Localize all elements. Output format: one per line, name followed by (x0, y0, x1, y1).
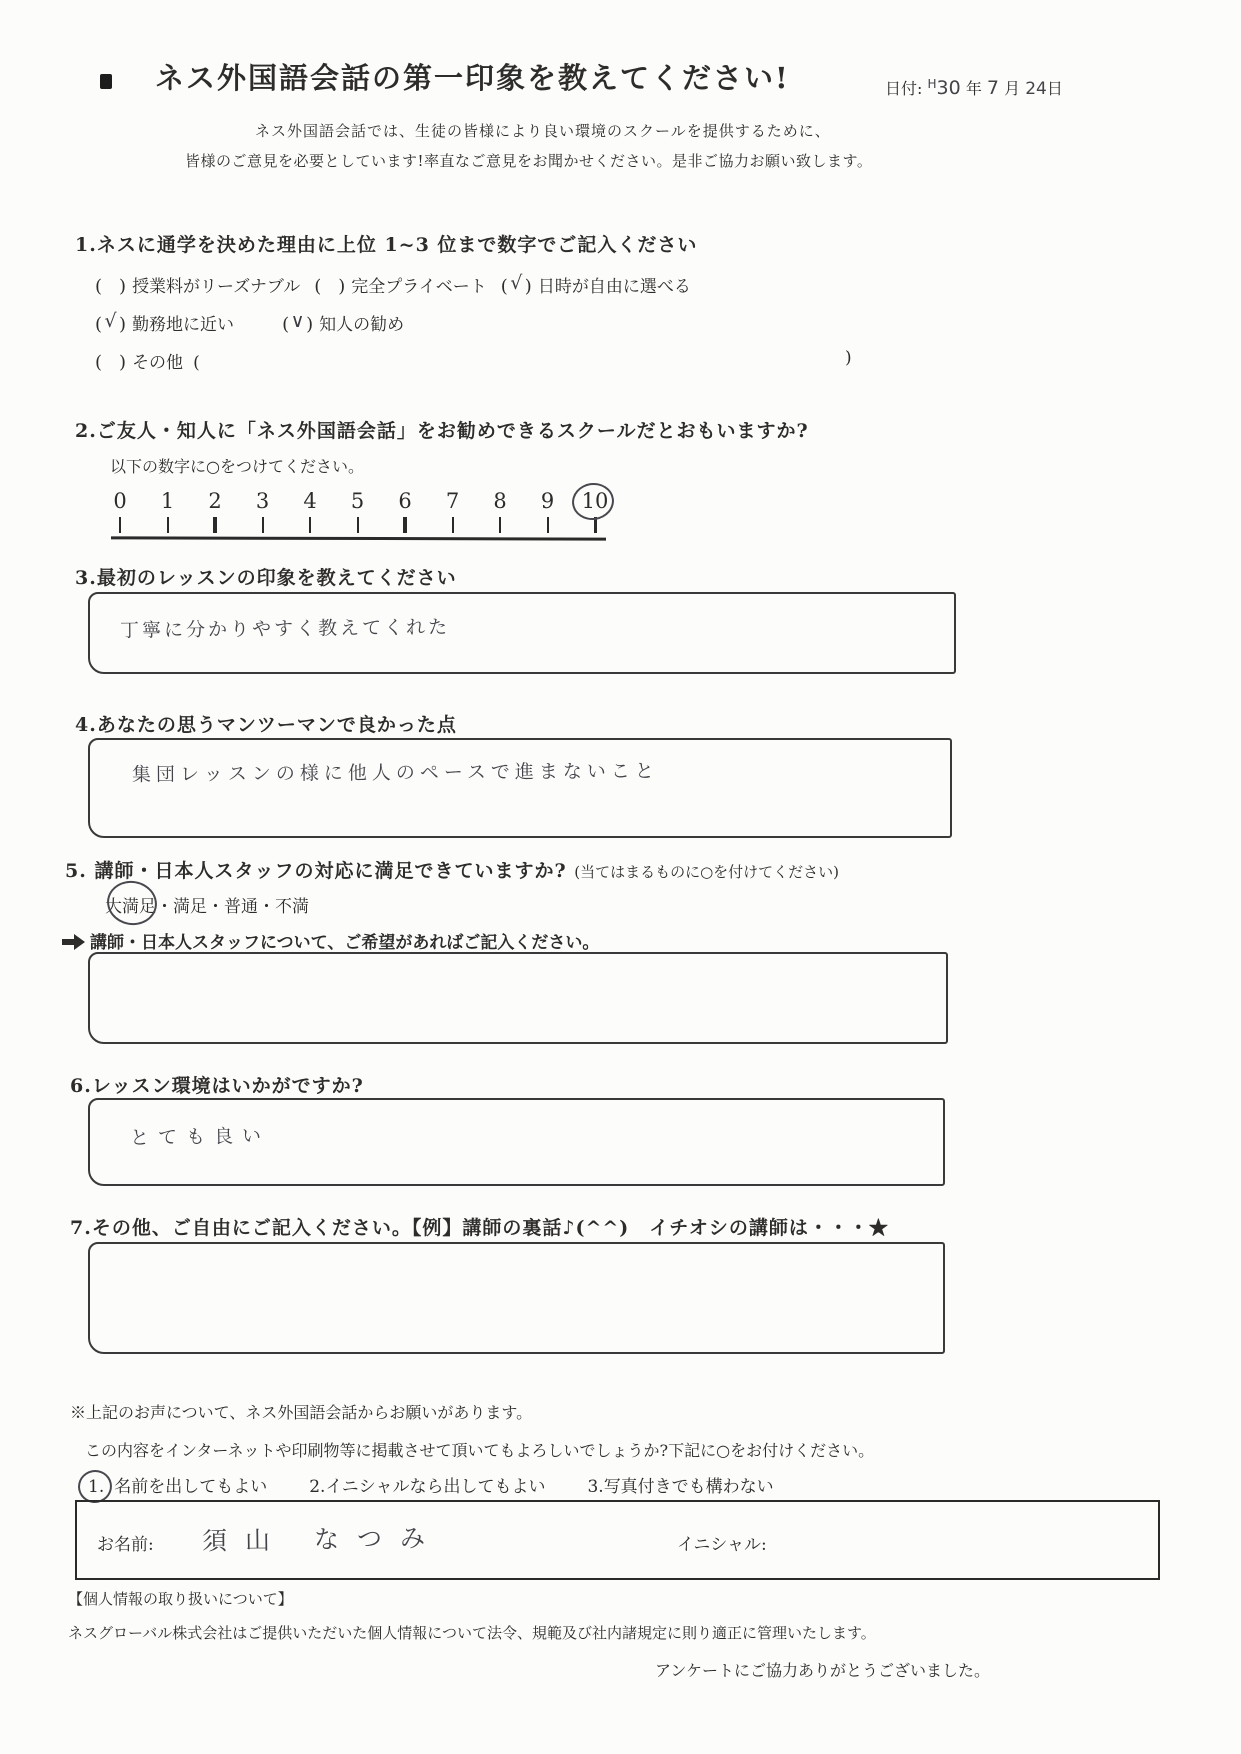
intro-text-line1: ネス外国語会話では、生徒の皆様により良い環境のスクールを提供するために、 (255, 122, 831, 140)
scale-number-3: 3 (255, 489, 270, 513)
right-arrow-icon (62, 934, 86, 950)
q7-title: 7.その他、ご自由にご記入ください。【例】講師の裏話♪(^^) イチオシの講師は・・・★ (70, 1217, 889, 1239)
consent-note2: この内容をインターネットや印刷物等に掲載させて頂いてもよろしいでしょうか?下記に○をお付けください。 (85, 1441, 875, 1460)
handwritten-check-mark: √ (510, 272, 523, 294)
checkbox-parens: ( ) (314, 276, 346, 297)
checkbox-parens: ( √ ) (500, 272, 532, 297)
q1-other-label: その他 (132, 353, 184, 373)
q1-option-schedule (501, 272, 691, 297)
privacy-heading: 【個人情報の取り扱いについて】 (68, 1590, 293, 1608)
date-line (885, 76, 1063, 99)
scale-number-8: 8 (493, 489, 507, 513)
scale-numbers-row (105, 489, 610, 513)
scale-tick (452, 517, 454, 533)
q4-answer-box (88, 738, 952, 838)
thanks-text: アンケートにご協力ありがとうございました。 (655, 1661, 991, 1680)
q4-handwritten-answer: 集団レッスンの様に他人のペースで進まないこと (131, 760, 659, 786)
q6-answer-box (88, 1098, 945, 1186)
checkbox-parens: ( ∨ ) (282, 310, 314, 335)
name-box (75, 1500, 1160, 1580)
q1-other-open-paren: ( (193, 353, 200, 373)
checkbox-parens: ( ) (95, 352, 127, 373)
q1-options-row2 (95, 310, 418, 335)
q5-followup-text: 講師・日本人スタッフについて、ご希望があればご記入ください。 (90, 933, 600, 953)
q5-title-note: (当てはまるものに○を付けてください) (574, 863, 840, 881)
scale-tick (403, 517, 407, 533)
q5-followup-line (62, 928, 599, 953)
consent-option-3: 3.写真付きでも構わない (587, 1477, 774, 1497)
handwritten-check-mark: √ (104, 310, 117, 332)
scale-tick (547, 517, 549, 533)
scale-number-6: 6 (398, 489, 412, 513)
privacy-text: ネスグローバル株式会社はご提供いただいた個人情報について法令、規範及び社内諸規定に則り適正に管理いたします。 (68, 1624, 876, 1642)
q5-satisfaction-options (105, 892, 309, 917)
q3-handwritten-answer: 丁寧に分かりやすく教えてくれた (119, 616, 451, 642)
checkbox-parens: ( √ ) (95, 310, 127, 335)
q6-handwritten-answer: とても良い (129, 1124, 271, 1150)
scale-number-4: 4 (303, 489, 317, 513)
scale-tick (262, 517, 264, 533)
scale-baseline (111, 536, 606, 540)
consent-option-1-label: 名前を出してもよい (114, 1477, 268, 1497)
date-month-unit: 月 (1004, 79, 1021, 98)
q5-title: 5. 講師・日本人スタッフの対応に満足できていますか? (当てはまるものに○を付けてください) (65, 860, 840, 882)
q1-option-reasonable (95, 272, 300, 297)
q1-options-row1 (95, 272, 705, 297)
q1-option-label: 授業料がリーズナブル (132, 277, 301, 297)
q5-circled-option: 大満足 (105, 892, 156, 917)
scale-tick (119, 517, 121, 533)
q1-option-label: 勤務地に近い (132, 315, 235, 335)
page-title: ネス外国語会話の第一印象を教えてください! (155, 61, 790, 95)
q3-title: 3.最初のレッスンの印象を教えてください (75, 567, 457, 589)
consent-option-2: 2.イニシャルなら出してもよい (309, 1477, 546, 1497)
date-label: 日付: (885, 79, 923, 98)
q1-option-label: 知人の勧め (319, 315, 405, 335)
scan-artifact (100, 74, 112, 89)
q1-option-near-work (95, 310, 234, 335)
q5-answer-box (88, 952, 948, 1044)
date-day-handwritten: 24 (1025, 79, 1047, 99)
rating-scale (105, 489, 610, 545)
scale-number-2: 2 (208, 489, 222, 513)
scale-number-7: 7 (445, 489, 460, 513)
q3-answer-box (88, 592, 956, 674)
date-month-handwritten: 7 (986, 77, 1000, 99)
consent-option-1-num: 1. (88, 1477, 104, 1497)
name-label: お名前: (97, 1535, 154, 1555)
scale-number-9: 9 (540, 489, 555, 513)
q4-title: 4.あなたの思うマンツーマンで良かった点 (75, 714, 457, 736)
q1-other-close-paren: ) (845, 348, 852, 368)
checkbox-parens: ( ) (95, 276, 127, 297)
scale-tick (213, 517, 217, 533)
q6-title: 6.レッスン環境はいかがですか? (70, 1075, 364, 1097)
q1-option-other (95, 348, 200, 373)
scale-number-0: 0 (113, 489, 127, 513)
date-year-unit: 年 (965, 79, 982, 98)
q1-option-label: 完全プライベート (351, 277, 487, 297)
consent-options-row (88, 1472, 774, 1497)
scale-number-10: 10 (580, 489, 610, 513)
scale-tick (499, 517, 501, 533)
scale-ticks-row (105, 517, 610, 533)
q1-option-label: 日時が自由に選べる (537, 277, 691, 297)
date-day-unit: 日 (1046, 79, 1063, 98)
q1-options-row3 (95, 348, 214, 373)
satisfaction-circle (104, 877, 161, 929)
q7-answer-box (88, 1242, 945, 1354)
q2-instruction: 以下の数字に○をつけてください。 (110, 457, 364, 476)
scale-number-5: 5 (350, 489, 365, 513)
q5-other-options: ・満足・普通・不満 (156, 897, 309, 917)
handwritten-check-mark: ∨ (290, 310, 305, 332)
consent-note1: ※上記のお声について、ネス外国語会話からお願いがあります。 (70, 1403, 533, 1422)
q1-option-referral (282, 310, 404, 335)
scale-tick (309, 517, 311, 533)
scale-number-1: 1 (160, 489, 175, 513)
scale-tick (357, 517, 359, 533)
scale-tick (167, 517, 169, 533)
intro-text-line2: 皆様のご意見を必要としています!率直なご意見をお聞かせください。是非ご協力お願い致します。 (185, 152, 873, 170)
date-year-handwritten: 30 (936, 77, 961, 99)
q2-title: 2.ご友人・知人に「ネス外国語会話」をお勧めできるスクールだとおもいますか? (75, 420, 809, 442)
initial-label: イニシャル: (677, 1535, 767, 1555)
q1-title: 1.ネスに通学を決めた理由に上位 1~3 位まで数字でご記入ください (75, 234, 698, 256)
q1-option-private (314, 272, 487, 297)
handwritten-name: 須山 なつみ (201, 1523, 444, 1556)
date-era-handwritten: H (927, 77, 937, 91)
